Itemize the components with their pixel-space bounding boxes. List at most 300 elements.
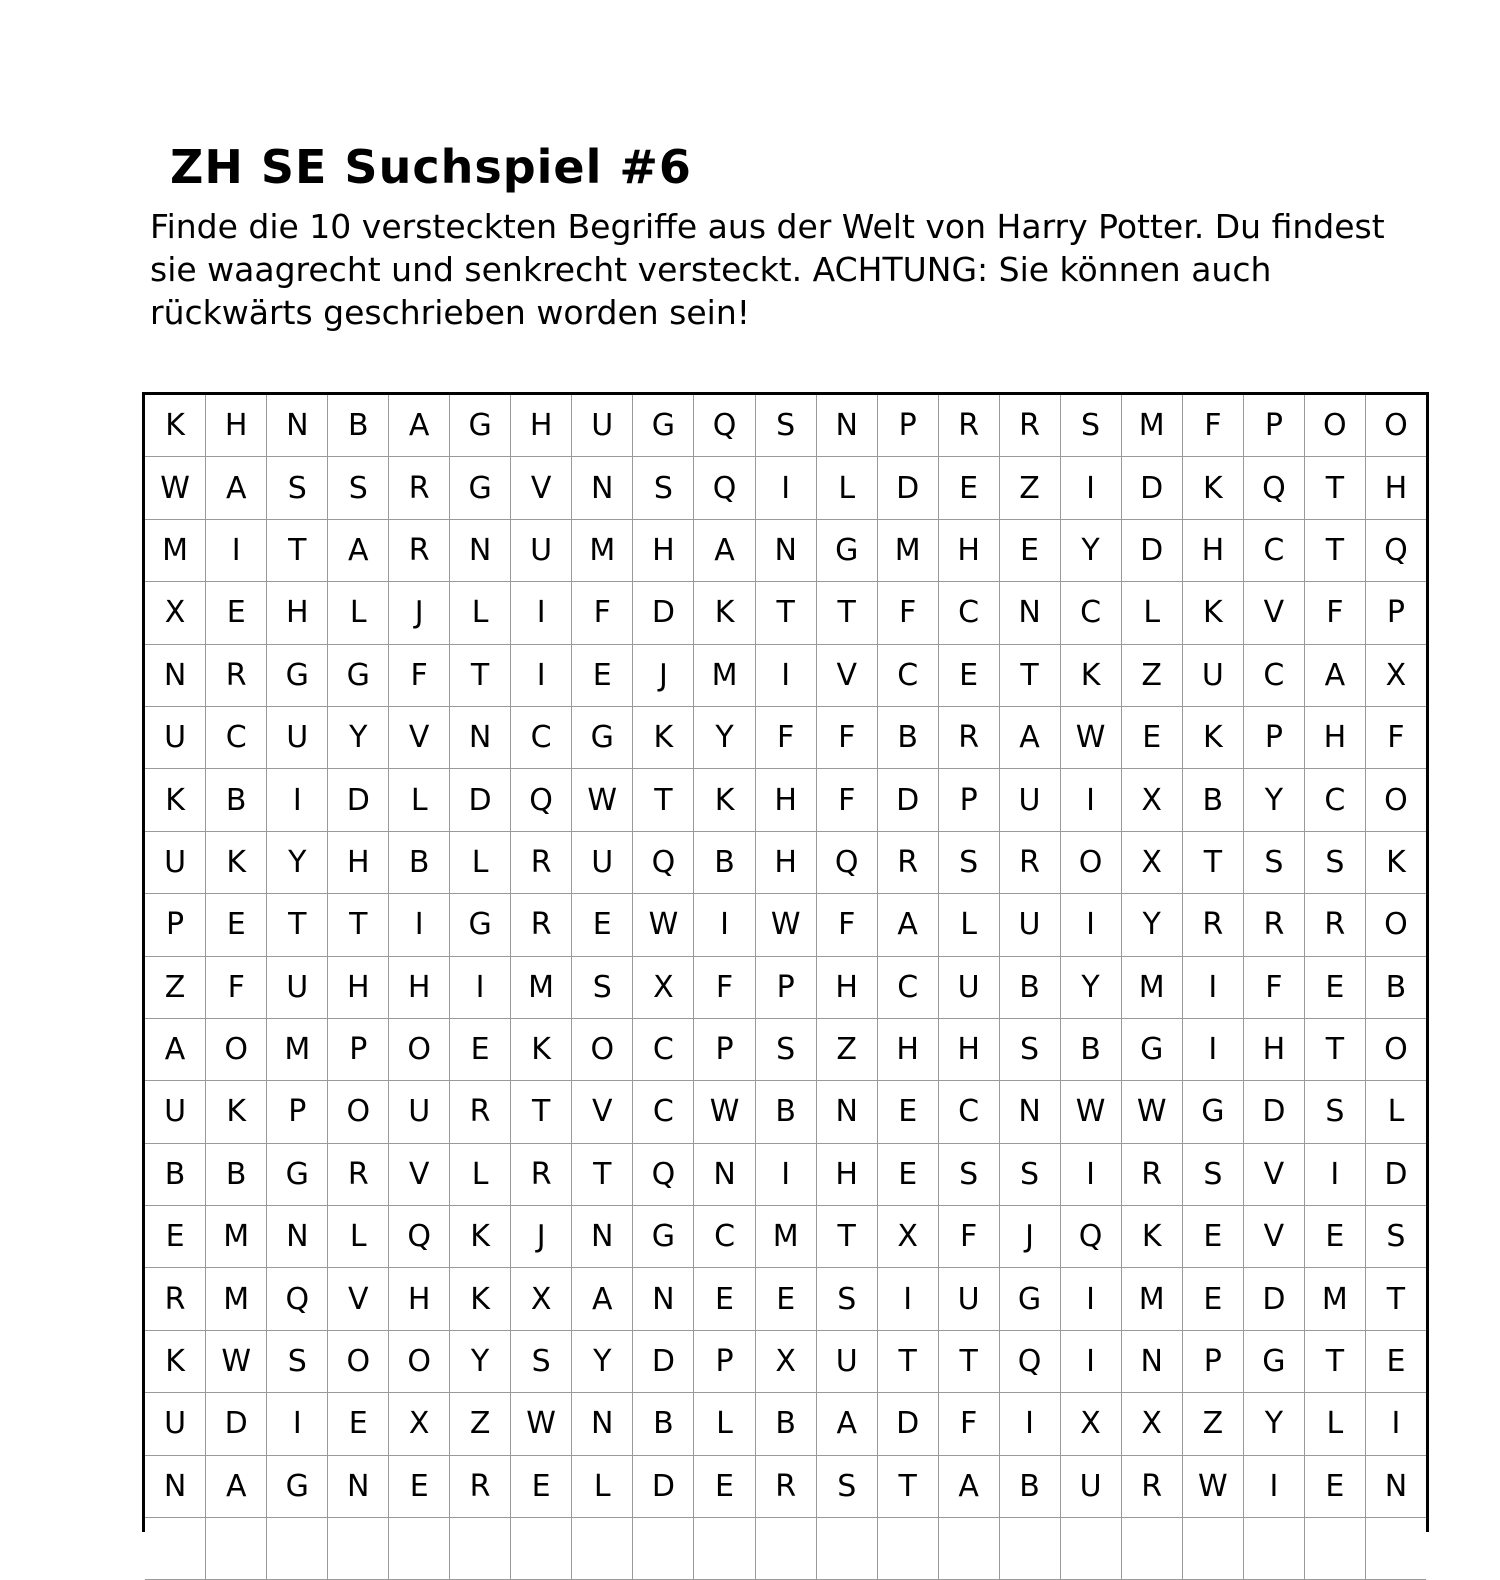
grid-cell[interactable]: G	[1243, 1330, 1304, 1392]
grid-cell[interactable]: Q	[694, 395, 755, 457]
grid-cell[interactable]: M	[1304, 1268, 1365, 1330]
grid-cell[interactable]: F	[206, 956, 267, 1018]
grid-cell[interactable]: U	[816, 1330, 877, 1392]
grid-cell[interactable]: Z	[1121, 644, 1182, 706]
grid-cell[interactable]: I	[1365, 1393, 1426, 1455]
grid-cell[interactable]: E	[1304, 956, 1365, 1018]
grid-cell[interactable]: M	[755, 1206, 816, 1268]
grid-cell[interactable]: T	[816, 1206, 877, 1268]
grid-cell[interactable]	[1365, 1518, 1426, 1580]
grid-cell[interactable]: Q	[1060, 1206, 1121, 1268]
grid-cell[interactable]: T	[999, 644, 1060, 706]
grid-cell[interactable]: T	[1304, 519, 1365, 581]
grid-cell[interactable]: T	[633, 769, 694, 831]
grid-cell[interactable]: A	[572, 1268, 633, 1330]
grid-cell[interactable]: T	[877, 1330, 938, 1392]
grid-cell[interactable]: W	[1060, 1081, 1121, 1143]
grid-cell[interactable]: O	[1365, 1018, 1426, 1080]
grid-cell[interactable]: B	[694, 831, 755, 893]
grid-cell[interactable]: K	[1365, 831, 1426, 893]
grid-cell[interactable]: L	[450, 582, 511, 644]
grid-cell[interactable]: Y	[1060, 956, 1121, 1018]
grid-cell[interactable]: X	[389, 1393, 450, 1455]
grid-cell[interactable]: R	[755, 1455, 816, 1517]
grid-cell[interactable]: U	[145, 831, 206, 893]
grid-cell[interactable]: E	[1121, 706, 1182, 768]
grid-cell[interactable]: Y	[1243, 1393, 1304, 1455]
grid-cell[interactable]: R	[999, 831, 1060, 893]
grid-cell[interactable]: F	[938, 1206, 999, 1268]
grid-cell[interactable]: R	[145, 1268, 206, 1330]
grid-cell[interactable]: B	[999, 956, 1060, 1018]
grid-cell[interactable]: Z	[145, 956, 206, 1018]
grid-cell[interactable]: L	[450, 1143, 511, 1205]
grid-cell[interactable]: B	[999, 1455, 1060, 1517]
grid-cell[interactable]: D	[450, 769, 511, 831]
grid-cell[interactable]	[1243, 1518, 1304, 1580]
grid-cell[interactable]: K	[450, 1206, 511, 1268]
grid-cell[interactable]	[1182, 1518, 1243, 1580]
grid-cell[interactable]: C	[938, 1081, 999, 1143]
grid-cell[interactable]: I	[511, 644, 572, 706]
grid-cell[interactable]: Y	[1060, 519, 1121, 581]
grid-cell[interactable]: F	[816, 706, 877, 768]
grid-cell[interactable]: U	[145, 1081, 206, 1143]
grid-cell[interactable]: E	[877, 1143, 938, 1205]
grid-cell[interactable]: H	[816, 956, 877, 1018]
grid-cell[interactable]: X	[1121, 1393, 1182, 1455]
grid-cell[interactable]	[755, 1518, 816, 1580]
grid-cell[interactable]: Z	[450, 1393, 511, 1455]
grid-cell[interactable]: U	[572, 395, 633, 457]
grid-cell[interactable]: O	[328, 1330, 389, 1392]
grid-cell[interactable]: N	[816, 395, 877, 457]
grid-cell[interactable]: E	[511, 1455, 572, 1517]
grid-cell[interactable]: T	[1365, 1268, 1426, 1330]
grid-cell[interactable]: N	[1365, 1455, 1426, 1517]
grid-cell[interactable]: Q	[633, 831, 694, 893]
grid-cell[interactable]: W	[1182, 1455, 1243, 1517]
grid-cell[interactable]: L	[1304, 1393, 1365, 1455]
grid-cell[interactable]	[694, 1518, 755, 1580]
grid-cell[interactable]: F	[389, 644, 450, 706]
grid-cell[interactable]	[389, 1518, 450, 1580]
grid-cell[interactable]: T	[328, 894, 389, 956]
grid-cell[interactable]: V	[816, 644, 877, 706]
grid-cell[interactable]: E	[1304, 1455, 1365, 1517]
grid-cell[interactable]: S	[938, 831, 999, 893]
grid-cell[interactable]: P	[328, 1018, 389, 1080]
grid-cell[interactable]: W	[206, 1330, 267, 1392]
grid-cell[interactable]: V	[1243, 1206, 1304, 1268]
grid-cell[interactable]: K	[145, 395, 206, 457]
grid-cell[interactable]: S	[1060, 395, 1121, 457]
grid-cell[interactable]: V	[389, 1143, 450, 1205]
grid-cell[interactable]: J	[999, 1206, 1060, 1268]
grid-cell[interactable]: K	[206, 1081, 267, 1143]
grid-cell[interactable]: B	[1060, 1018, 1121, 1080]
grid-cell[interactable]: K	[1121, 1206, 1182, 1268]
grid-cell[interactable]: E	[328, 1393, 389, 1455]
grid-cell[interactable]: C	[694, 1206, 755, 1268]
grid-cell[interactable]: U	[1182, 644, 1243, 706]
grid-cell[interactable]: W	[511, 1393, 572, 1455]
grid-cell[interactable]: M	[1121, 395, 1182, 457]
grid-cell[interactable]: R	[450, 1081, 511, 1143]
grid-cell[interactable]: K	[450, 1268, 511, 1330]
grid-cell[interactable]: E	[145, 1206, 206, 1268]
grid-cell[interactable]	[206, 1518, 267, 1580]
grid-cell[interactable]: N	[450, 519, 511, 581]
grid-cell[interactable]: M	[511, 956, 572, 1018]
grid-cell[interactable]: T	[1304, 1330, 1365, 1392]
grid-cell[interactable]: K	[145, 769, 206, 831]
grid-cell[interactable]: P	[1182, 1330, 1243, 1392]
grid-cell[interactable]: I	[877, 1268, 938, 1330]
grid-cell[interactable]: R	[877, 831, 938, 893]
grid-cell[interactable]: R	[999, 395, 1060, 457]
grid-cell[interactable]: R	[938, 706, 999, 768]
grid-cell[interactable]: N	[145, 644, 206, 706]
grid-cell[interactable]: Y	[1243, 769, 1304, 831]
grid-cell[interactable]: B	[206, 769, 267, 831]
grid-cell[interactable]: I	[1060, 894, 1121, 956]
grid-cell[interactable]: C	[877, 644, 938, 706]
grid-cell[interactable]: N	[999, 582, 1060, 644]
grid-cell[interactable]	[816, 1518, 877, 1580]
grid-cell[interactable]: M	[206, 1268, 267, 1330]
grid-cell[interactable]: E	[999, 519, 1060, 581]
grid-cell[interactable]: G	[450, 894, 511, 956]
grid-cell[interactable]: C	[1060, 582, 1121, 644]
grid-cell[interactable]: F	[877, 582, 938, 644]
grid-cell[interactable]: K	[145, 1330, 206, 1392]
grid-cell[interactable]: Y	[267, 831, 328, 893]
grid-cell[interactable]: S	[267, 1330, 328, 1392]
grid-cell[interactable]: A	[206, 1455, 267, 1517]
grid-cell[interactable]	[511, 1518, 572, 1580]
grid-cell[interactable]: W	[633, 894, 694, 956]
grid-cell[interactable]: A	[389, 395, 450, 457]
grid-cell[interactable]: H	[328, 831, 389, 893]
grid-cell[interactable]: R	[511, 894, 572, 956]
grid-cell[interactable]: T	[938, 1330, 999, 1392]
grid-cell[interactable]: O	[572, 1018, 633, 1080]
grid-cell[interactable]: M	[1121, 956, 1182, 1018]
grid-cell[interactable]: V	[1243, 1143, 1304, 1205]
grid-cell[interactable]: K	[633, 706, 694, 768]
grid-cell[interactable]: E	[572, 644, 633, 706]
grid-cell[interactable]: R	[938, 395, 999, 457]
grid-cell[interactable]: E	[1182, 1206, 1243, 1268]
grid-cell[interactable]: I	[694, 894, 755, 956]
grid-cell[interactable]: H	[938, 1018, 999, 1080]
grid-cell[interactable]: K	[1060, 644, 1121, 706]
grid-cell[interactable]: N	[328, 1455, 389, 1517]
grid-cell[interactable]: E	[1304, 1206, 1365, 1268]
grid-cell[interactable]: S	[999, 1018, 1060, 1080]
grid-cell[interactable]: G	[633, 1206, 694, 1268]
grid-cell[interactable]: Q	[389, 1206, 450, 1268]
grid-cell[interactable]: I	[1304, 1143, 1365, 1205]
grid-cell[interactable]: P	[755, 956, 816, 1018]
grid-cell[interactable]	[1060, 1518, 1121, 1580]
grid-cell[interactable]: D	[877, 1393, 938, 1455]
grid-cell[interactable]: L	[1365, 1081, 1426, 1143]
grid-cell[interactable]: D	[633, 1330, 694, 1392]
grid-cell[interactable]: N	[572, 1393, 633, 1455]
grid-cell[interactable]: I	[267, 1393, 328, 1455]
grid-cell[interactable]: C	[877, 956, 938, 1018]
grid-cell[interactable]: G	[633, 395, 694, 457]
grid-cell[interactable]: P	[267, 1081, 328, 1143]
grid-cell[interactable]: L	[328, 1206, 389, 1268]
grid-cell[interactable]: Q	[694, 457, 755, 519]
grid-cell[interactable]: A	[877, 894, 938, 956]
grid-cell[interactable]: H	[816, 1143, 877, 1205]
grid-cell[interactable]: Y	[694, 706, 755, 768]
grid-cell[interactable]: J	[389, 582, 450, 644]
grid-cell[interactable]: I	[1060, 1143, 1121, 1205]
grid-cell[interactable]: O	[206, 1018, 267, 1080]
grid-cell[interactable]: H	[938, 519, 999, 581]
grid-cell[interactable]: F	[694, 956, 755, 1018]
grid-cell[interactable]: B	[633, 1393, 694, 1455]
grid-cell[interactable]: S	[1304, 1081, 1365, 1143]
grid-cell[interactable]: S	[999, 1143, 1060, 1205]
grid-cell[interactable]: B	[755, 1081, 816, 1143]
grid-cell[interactable]: E	[938, 457, 999, 519]
grid-cell[interactable]: Y	[328, 706, 389, 768]
grid-cell[interactable]: R	[206, 644, 267, 706]
grid-cell[interactable]: I	[1182, 956, 1243, 1018]
grid-cell[interactable]: F	[938, 1393, 999, 1455]
grid-cell[interactable]: J	[633, 644, 694, 706]
grid-cell[interactable]: E	[1182, 1268, 1243, 1330]
grid-cell[interactable]: A	[999, 706, 1060, 768]
grid-cell[interactable]: E	[938, 644, 999, 706]
grid-cell[interactable]: P	[145, 894, 206, 956]
grid-cell[interactable]: L	[328, 582, 389, 644]
grid-cell[interactable]: E	[877, 1081, 938, 1143]
grid-cell[interactable]: X	[1060, 1393, 1121, 1455]
grid-cell[interactable]: K	[1182, 457, 1243, 519]
grid-cell[interactable]: A	[694, 519, 755, 581]
grid-cell[interactable]: A	[328, 519, 389, 581]
grid-cell[interactable]: R	[389, 457, 450, 519]
grid-cell[interactable]: D	[1243, 1081, 1304, 1143]
grid-cell[interactable]: S	[816, 1268, 877, 1330]
grid-cell[interactable]: I	[206, 519, 267, 581]
grid-cell[interactable]: Q	[1365, 519, 1426, 581]
grid-cell[interactable]: V	[1243, 582, 1304, 644]
grid-cell[interactable]: K	[1182, 582, 1243, 644]
grid-cell[interactable]: H	[1243, 1018, 1304, 1080]
grid-cell[interactable]: W	[1121, 1081, 1182, 1143]
grid-cell[interactable]: Q	[999, 1330, 1060, 1392]
grid-cell[interactable]: H	[389, 1268, 450, 1330]
grid-cell[interactable]: K	[694, 769, 755, 831]
grid-cell[interactable]: X	[511, 1268, 572, 1330]
grid-cell[interactable]: M	[206, 1206, 267, 1268]
grid-cell[interactable]: U	[389, 1081, 450, 1143]
grid-cell[interactable]: Q	[816, 831, 877, 893]
grid-cell[interactable]: W	[755, 894, 816, 956]
grid-cell[interactable]: B	[1182, 769, 1243, 831]
grid-cell[interactable]: K	[694, 582, 755, 644]
grid-cell[interactable]: S	[511, 1330, 572, 1392]
grid-cell[interactable]: R	[511, 831, 572, 893]
grid-cell[interactable]: V	[572, 1081, 633, 1143]
grid-cell[interactable]: Q	[267, 1268, 328, 1330]
grid-cell[interactable]	[328, 1518, 389, 1580]
grid-cell[interactable]: O	[1365, 894, 1426, 956]
grid-cell[interactable]: D	[1243, 1268, 1304, 1330]
grid-cell[interactable]: I	[1243, 1455, 1304, 1517]
grid-cell[interactable]: T	[877, 1455, 938, 1517]
grid-cell[interactable]: B	[1365, 956, 1426, 1018]
grid-cell[interactable]: S	[267, 457, 328, 519]
grid-cell[interactable]: K	[1182, 706, 1243, 768]
grid-cell[interactable]: K	[511, 1018, 572, 1080]
grid-cell[interactable]: V	[511, 457, 572, 519]
grid-cell[interactable]: F	[816, 769, 877, 831]
grid-cell[interactable]: S	[633, 457, 694, 519]
grid-cell[interactable]: H	[1365, 457, 1426, 519]
grid-cell[interactable]: Z	[999, 457, 1060, 519]
grid-cell[interactable]: D	[328, 769, 389, 831]
grid-cell[interactable]: H	[1304, 706, 1365, 768]
grid-cell[interactable]: D	[877, 457, 938, 519]
grid-cell[interactable]: F	[816, 894, 877, 956]
grid-cell[interactable]: O	[1365, 395, 1426, 457]
grid-cell[interactable]: M	[267, 1018, 328, 1080]
grid-cell[interactable]: I	[999, 1393, 1060, 1455]
grid-cell[interactable]: N	[694, 1143, 755, 1205]
grid-cell[interactable]: G	[1121, 1018, 1182, 1080]
grid-cell[interactable]: N	[450, 706, 511, 768]
grid-cell[interactable]: U	[267, 956, 328, 1018]
grid-cell[interactable]: E	[755, 1268, 816, 1330]
grid-cell[interactable]: S	[755, 395, 816, 457]
grid-cell[interactable]: L	[938, 894, 999, 956]
grid-cell[interactable]: A	[1304, 644, 1365, 706]
grid-cell[interactable]: A	[145, 1018, 206, 1080]
grid-cell[interactable]: E	[389, 1455, 450, 1517]
grid-cell[interactable]: R	[1304, 894, 1365, 956]
grid-cell[interactable]: U	[1060, 1455, 1121, 1517]
grid-cell[interactable]: X	[145, 582, 206, 644]
grid-cell[interactable]: T	[755, 582, 816, 644]
grid-cell[interactable]	[877, 1518, 938, 1580]
grid-cell[interactable]: E	[694, 1268, 755, 1330]
grid-cell[interactable]: J	[511, 1206, 572, 1268]
grid-cell[interactable]: U	[938, 1268, 999, 1330]
grid-cell[interactable]: G	[267, 1455, 328, 1517]
grid-cell[interactable]: A	[816, 1393, 877, 1455]
grid-cell[interactable]: H	[328, 956, 389, 1018]
grid-cell[interactable]: D	[633, 582, 694, 644]
grid-cell[interactable]: Y	[572, 1330, 633, 1392]
grid-cell[interactable]: N	[572, 1206, 633, 1268]
grid-cell[interactable]: D	[877, 769, 938, 831]
grid-cell[interactable]: A	[938, 1455, 999, 1517]
grid-cell[interactable]: H	[511, 395, 572, 457]
grid-cell[interactable]: P	[694, 1330, 755, 1392]
grid-cell[interactable]: P	[694, 1018, 755, 1080]
grid-cell[interactable]: U	[511, 519, 572, 581]
grid-cell[interactable]: S	[1365, 1206, 1426, 1268]
grid-cell[interactable]: B	[755, 1393, 816, 1455]
grid-cell[interactable]: P	[877, 395, 938, 457]
grid-cell[interactable]: R	[511, 1143, 572, 1205]
grid-cell[interactable]: F	[1304, 582, 1365, 644]
grid-cell[interactable]: G	[816, 519, 877, 581]
grid-cell[interactable]: F	[1182, 395, 1243, 457]
grid-cell[interactable]: C	[938, 582, 999, 644]
grid-cell[interactable]: S	[938, 1143, 999, 1205]
grid-cell[interactable]: C	[633, 1081, 694, 1143]
grid-cell[interactable]	[633, 1518, 694, 1580]
grid-cell[interactable]: R	[450, 1455, 511, 1517]
grid-cell[interactable]: R	[1121, 1143, 1182, 1205]
grid-cell[interactable]: D	[206, 1393, 267, 1455]
grid-cell[interactable]: E	[572, 894, 633, 956]
grid-cell[interactable]: Z	[1182, 1393, 1243, 1455]
grid-cell[interactable]: O	[1060, 831, 1121, 893]
grid-cell[interactable]: P	[938, 769, 999, 831]
grid-cell[interactable]: S	[328, 457, 389, 519]
grid-cell[interactable]: M	[877, 519, 938, 581]
grid-cell[interactable]: G	[1182, 1081, 1243, 1143]
grid-cell[interactable]: T	[1182, 831, 1243, 893]
grid-cell[interactable]: G	[328, 644, 389, 706]
grid-cell[interactable]: G	[267, 644, 328, 706]
grid-cell[interactable]: E	[450, 1018, 511, 1080]
grid-cell[interactable]: V	[389, 706, 450, 768]
grid-cell[interactable]: D	[1121, 519, 1182, 581]
grid-cell[interactable]: T	[1304, 1018, 1365, 1080]
grid-cell[interactable]: G	[572, 706, 633, 768]
grid-cell[interactable]	[572, 1518, 633, 1580]
grid-cell[interactable]: D	[1365, 1143, 1426, 1205]
grid-cell[interactable]: H	[755, 831, 816, 893]
grid-cell[interactable]: B	[206, 1143, 267, 1205]
grid-cell[interactable]: L	[816, 457, 877, 519]
grid-cell[interactable]: C	[511, 706, 572, 768]
grid-cell[interactable]: X	[877, 1206, 938, 1268]
grid-cell[interactable]: T	[267, 894, 328, 956]
grid-cell[interactable]: L	[1121, 582, 1182, 644]
grid-cell[interactable]: W	[1060, 706, 1121, 768]
grid-cell[interactable]: R	[1182, 894, 1243, 956]
grid-cell[interactable]: S	[572, 956, 633, 1018]
grid-cell[interactable]: C	[633, 1018, 694, 1080]
grid-cell[interactable]: T	[572, 1143, 633, 1205]
grid-cell[interactable]: B	[145, 1143, 206, 1205]
grid-cell[interactable]	[145, 1518, 206, 1580]
grid-cell[interactable]: P	[1243, 395, 1304, 457]
grid-cell[interactable]: L	[450, 831, 511, 893]
grid-cell[interactable]: S	[1243, 831, 1304, 893]
grid-cell[interactable]: C	[1243, 519, 1304, 581]
grid-cell[interactable]: G	[999, 1268, 1060, 1330]
grid-cell[interactable]: U	[267, 706, 328, 768]
grid-cell[interactable]: I	[1060, 1330, 1121, 1392]
grid-cell[interactable]: H	[755, 769, 816, 831]
grid-cell[interactable]: Q	[511, 769, 572, 831]
grid-cell[interactable]: I	[1060, 769, 1121, 831]
